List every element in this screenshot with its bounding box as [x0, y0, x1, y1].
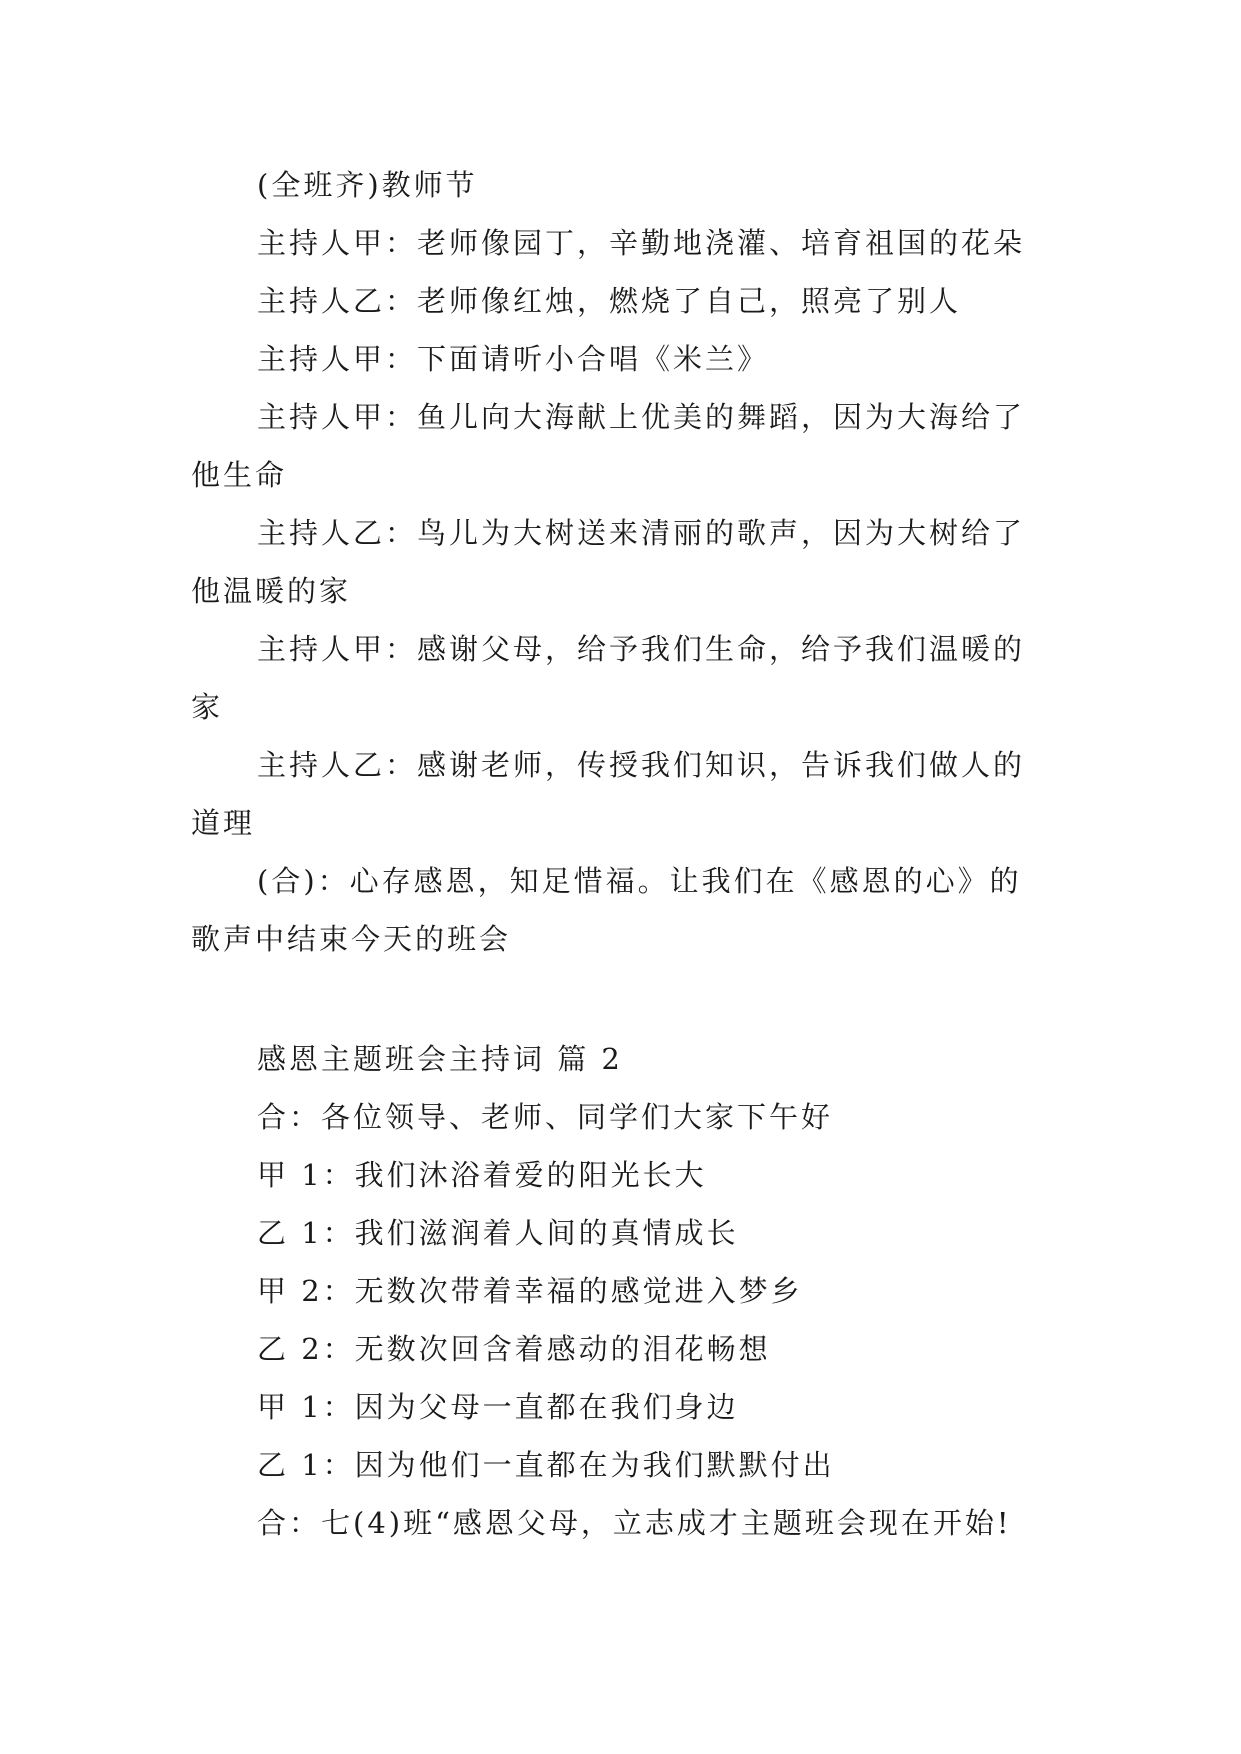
section-2 — [191, 1030, 1051, 1552]
paragraph-line-continuation: 他温暖的家 — [191, 574, 352, 608]
paragraph-line-continuation: 家 — [191, 690, 224, 724]
paragraph-line: 主持人甲：老师像园丁，辛勤地浇灌、培育祖国的花朵 — [257, 226, 1026, 260]
paragraph-line: 主持人甲：感谢父母，给予我们生命，给予我们温暖的 — [257, 632, 1026, 666]
paragraph-line: 乙 2：无数次回含着感动的泪花畅想 — [257, 1332, 771, 1366]
paragraph-line: (合)：心存感恩，知足惜福。让我们在《感恩的心》的 — [257, 864, 1022, 898]
paragraph-line: (全班齐)教师节 — [257, 168, 478, 202]
paragraph-line: 乙 1：因为他们一直都在为我们默默付出 — [257, 1448, 835, 1482]
paragraph-line: 合：七(4)班“感恩父母，立志成才主题班会现在开始! — [257, 1506, 1012, 1540]
paragraph-line: 主持人甲：下面请听小合唱《米兰》 — [257, 342, 770, 376]
section-1 — [191, 156, 1051, 968]
paragraph-line: 主持人乙：感谢老师，传授我们知识，告诉我们做人的 — [257, 748, 1026, 782]
paragraph-line: 甲 2：无数次带着幸福的感觉进入梦乡 — [257, 1274, 803, 1308]
paragraph-line-continuation: 歌声中结束今天的班会 — [191, 922, 512, 956]
paragraph-line: 乙 1：我们滋润着人间的真情成长 — [257, 1216, 739, 1250]
paragraph-line: 主持人乙：鸟儿为大树送来清丽的歌声，因为大树给了 — [257, 516, 1026, 550]
paragraph-line: 合：各位领导、老师、同学们大家下午好 — [257, 1100, 834, 1134]
paragraph-line: 甲 1：我们沐浴着爱的阳光长大 — [257, 1158, 707, 1192]
section-title: 感恩主题班会主持词 篇 2 — [257, 1042, 623, 1076]
paragraph-line: 甲 1：因为父母一直都在我们身边 — [257, 1390, 739, 1424]
paragraph-line: 主持人乙：老师像红烛，燃烧了自己，照亮了别人 — [257, 284, 962, 318]
paragraph-line: 主持人甲：鱼儿向大海献上优美的舞蹈，因为大海给了 — [257, 400, 1026, 434]
paragraph-line-continuation: 他生命 — [191, 458, 288, 492]
paragraph-line-continuation: 道理 — [191, 806, 256, 840]
